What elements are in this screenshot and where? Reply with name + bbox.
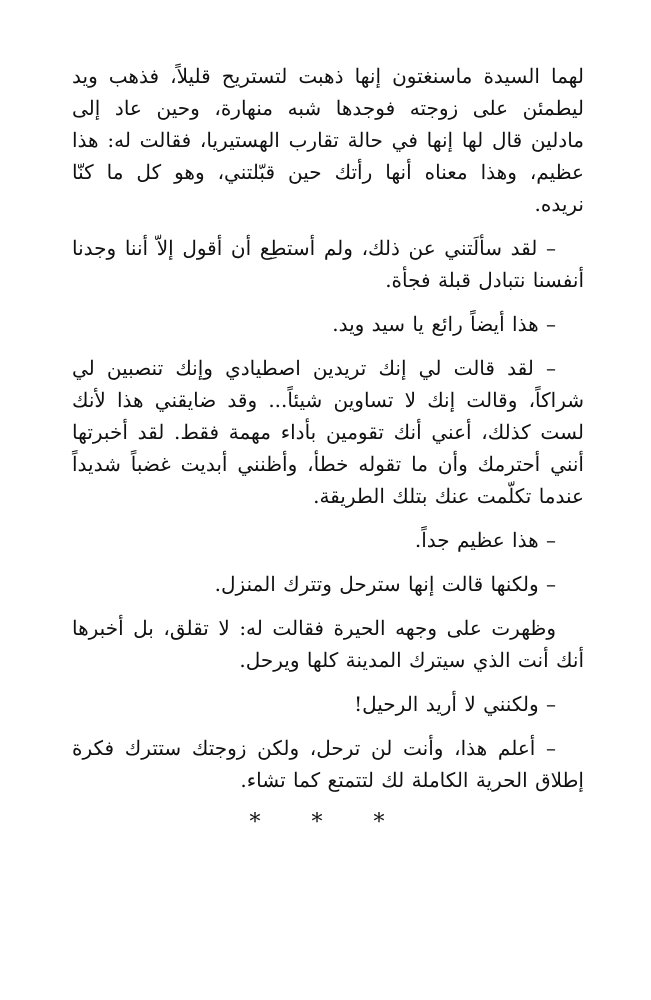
paragraph-dialogue-7: – أعلم هذا، وأنت لن ترحل، ولكن زوجتك ستترك فكرة إطلاق الحرية الكاملة لك لتتمتع كما تشاء. <box>72 736 584 792</box>
paragraph-dialogue-4: – هذا عظيم جداً. <box>414 528 556 552</box>
paragraph-dialogue-5: – ولكنها قالت إنها سترحل وتترك المنزل. <box>214 572 556 596</box>
paragraph-dialogue-1: – لقد سألَتني عن ذلك، ولم أستطِع أن أقول إلاّ أننا وجدنا أنفسنا نتبادل قبلة فجأة. <box>72 236 584 292</box>
book-page <box>72 60 584 838</box>
paragraph-dialogue-6: – ولكنني لا أريد الرحيل! <box>354 692 556 716</box>
paragraph-dialogue-3: – لقد قالت لي إنك تريدين اصطيادي وإنك تنصبين لي شراكاً، وقالت إنك لا تساوين شيئاً... وقد ضايقني هذا لأنك لست كذلك، أعني أنك تقومين بأداء مهمة فقط. لقد أخبرتها أنني أحترمك وأن ما تقوله خطأ، وأظنني أبديت غضباً شديداً عندما تكلّمت عنك بتلك الطريقة. <box>72 356 584 508</box>
paragraph-dialogue-2: – هذا أيضاً رائع يا سيد ويد. <box>332 312 556 336</box>
section-separator: * * * <box>249 810 407 835</box>
paragraph-narration-2: وظهرت على وجهه الحيرة فقالت له: لا تقلق، بل أخبرها أنك أنت الذي سيترك المدينة كلها ويرحل. <box>72 616 584 672</box>
paragraph-narration-1: لهما السيدة ماسنغتون إنها ذهبت لتستريح قليلاً، فذهب ويد ليطمئن على زوجته فوجدها شبه منهارة، وحين عاد إلى مادلين قال لها إنها في حالة تقارب الهستيريا، فقالت له: هذا عظيم، وهذا معناه أنها رأتك حين قبّلتني، وهو كل ما كنّا نريده. <box>72 64 584 216</box>
